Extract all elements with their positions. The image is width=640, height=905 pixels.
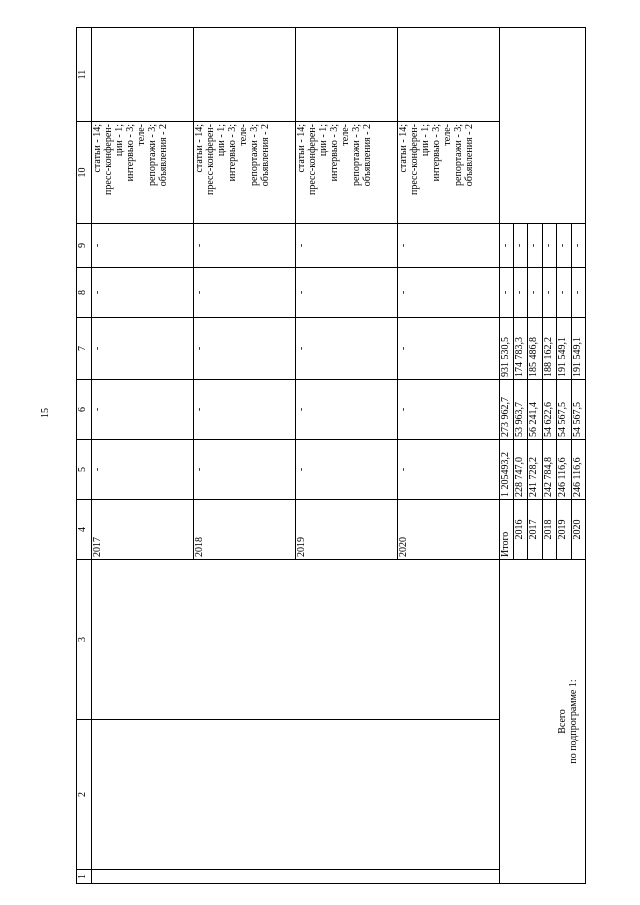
summary-col-7: 174 783,3 bbox=[513, 318, 527, 380]
cell-col-6: - bbox=[92, 380, 194, 440]
summary-label: Всего по подпрограмме 1: bbox=[499, 560, 586, 884]
media-activity-cell: статьи - 14; пресс-конферен- ции - 1; интервью - 3; теле- репортажи - 3; объявления - 2 bbox=[397, 122, 499, 224]
summary-col-8: - bbox=[557, 268, 571, 318]
media-activity-cell: статьи - 14; пресс-конферен- ции - 1; интервью - 3; теле- репортажи - 3; объявления - 2 bbox=[295, 122, 397, 224]
program-table bbox=[76, 27, 586, 884]
cell-col-11 bbox=[397, 28, 499, 122]
header-col-11: 11 bbox=[77, 28, 92, 122]
summary-col-5: 242 784,8 bbox=[542, 440, 556, 500]
summary-year-cell: 2020 bbox=[571, 500, 585, 560]
cell-col-7: - bbox=[92, 318, 194, 380]
media-activity-cell: статьи - 14; пресс-конферен- ции - 1; интервью - 3; теле- репортажи - 3; объявления - 2 bbox=[193, 122, 295, 224]
year-cell: 2019 bbox=[295, 500, 397, 560]
summary-year-cell: 2018 bbox=[542, 500, 556, 560]
summary-col-6: 56 241,4 bbox=[528, 380, 542, 440]
summary-col-7: 191 549,1 bbox=[557, 318, 571, 380]
page-number: 15 bbox=[40, 408, 51, 418]
cell-col-7: - bbox=[295, 318, 397, 380]
cell-col-5: - bbox=[92, 440, 194, 500]
header-col-8: 8 bbox=[77, 268, 92, 318]
summary-col-5: 241 728,2 bbox=[528, 440, 542, 500]
header-row bbox=[77, 28, 92, 884]
summary-col-6: 54 622,6 bbox=[542, 380, 556, 440]
cell-col-11 bbox=[193, 28, 295, 122]
cell-col-7: - bbox=[397, 318, 499, 380]
cell-col-1 bbox=[92, 870, 500, 884]
summary-col-5: 246 116,6 bbox=[571, 440, 585, 500]
summary-empty-cell bbox=[499, 28, 586, 224]
summary-col-6: 54 567,5 bbox=[571, 380, 585, 440]
summary-col-8: - bbox=[499, 268, 513, 318]
cell-col-11 bbox=[92, 28, 194, 122]
summary-col-8: - bbox=[513, 268, 527, 318]
summary-col-6: 53 963,7 bbox=[513, 380, 527, 440]
header-col-10: 10 bbox=[77, 122, 92, 224]
summary-col-7: 191 549,1 bbox=[571, 318, 585, 380]
cell-col-8: - bbox=[295, 268, 397, 318]
cell-col-6: - bbox=[397, 380, 499, 440]
summary-col-8: - bbox=[571, 268, 585, 318]
summary-col-9: - bbox=[499, 224, 513, 268]
summary-year-cell: 2017 bbox=[528, 500, 542, 560]
header-col-4: 4 bbox=[77, 500, 92, 560]
header-col-6: 6 bbox=[77, 380, 92, 440]
header-col-3: 3 bbox=[77, 560, 92, 720]
header-col-5: 5 bbox=[77, 440, 92, 500]
year-cell: 2017 bbox=[92, 500, 194, 560]
cell-col-5: - bbox=[193, 440, 295, 500]
cell-col-8: - bbox=[92, 268, 194, 318]
year-cell: 2020 bbox=[397, 500, 499, 560]
cell-col-5: - bbox=[295, 440, 397, 500]
cell-col-6: - bbox=[295, 380, 397, 440]
summary-row bbox=[499, 28, 513, 884]
rotated-table-wrapper bbox=[76, 28, 586, 884]
cell-col-2 bbox=[92, 720, 500, 870]
summary-col-9: - bbox=[557, 224, 571, 268]
cell-col-8: - bbox=[193, 268, 295, 318]
summary-col-6: 54 567,5 bbox=[557, 380, 571, 440]
header-col-9: 9 bbox=[77, 224, 92, 268]
summary-col-9: - bbox=[528, 224, 542, 268]
summary-year-cell: 2019 bbox=[557, 500, 571, 560]
cell-col-5: - bbox=[397, 440, 499, 500]
summary-col-6: 273 962,7 bbox=[499, 380, 513, 440]
summary-col-7: 185 486,8 bbox=[528, 318, 542, 380]
cell-col-9: - bbox=[397, 224, 499, 268]
summary-col-7: 188 162,2 bbox=[542, 318, 556, 380]
cell-col-3 bbox=[92, 560, 500, 720]
summary-col-5: 1 205493,2 bbox=[499, 440, 513, 500]
year-cell: 2018 bbox=[193, 500, 295, 560]
summary-col-8: - bbox=[528, 268, 542, 318]
cell-col-6: - bbox=[193, 380, 295, 440]
cell-col-9: - bbox=[92, 224, 194, 268]
header-col-2: 2 bbox=[77, 720, 92, 870]
summary-col-9: - bbox=[571, 224, 585, 268]
cell-col-7: - bbox=[193, 318, 295, 380]
summary-year-cell: Итого bbox=[499, 500, 513, 560]
table-row bbox=[92, 28, 194, 884]
cell-col-8: - bbox=[397, 268, 499, 318]
summary-col-9: - bbox=[513, 224, 527, 268]
summary-col-5: 246 116,6 bbox=[557, 440, 571, 500]
summary-col-8: - bbox=[542, 268, 556, 318]
cell-col-9: - bbox=[295, 224, 397, 268]
summary-year-cell: 2016 bbox=[513, 500, 527, 560]
summary-col-5: 228 747,0 bbox=[513, 440, 527, 500]
media-activity-cell: статьи - 14; пресс-конферен- ции - 1; интервью - 3; теле- репортажи - 3; объявления - 2 bbox=[92, 122, 194, 224]
summary-col-7: 931 530,5 bbox=[499, 318, 513, 380]
header-col-7: 7 bbox=[77, 318, 92, 380]
cell-col-9: - bbox=[193, 224, 295, 268]
header-col-1: 1 bbox=[77, 870, 92, 884]
summary-col-9: - bbox=[542, 224, 556, 268]
cell-col-11 bbox=[295, 28, 397, 122]
